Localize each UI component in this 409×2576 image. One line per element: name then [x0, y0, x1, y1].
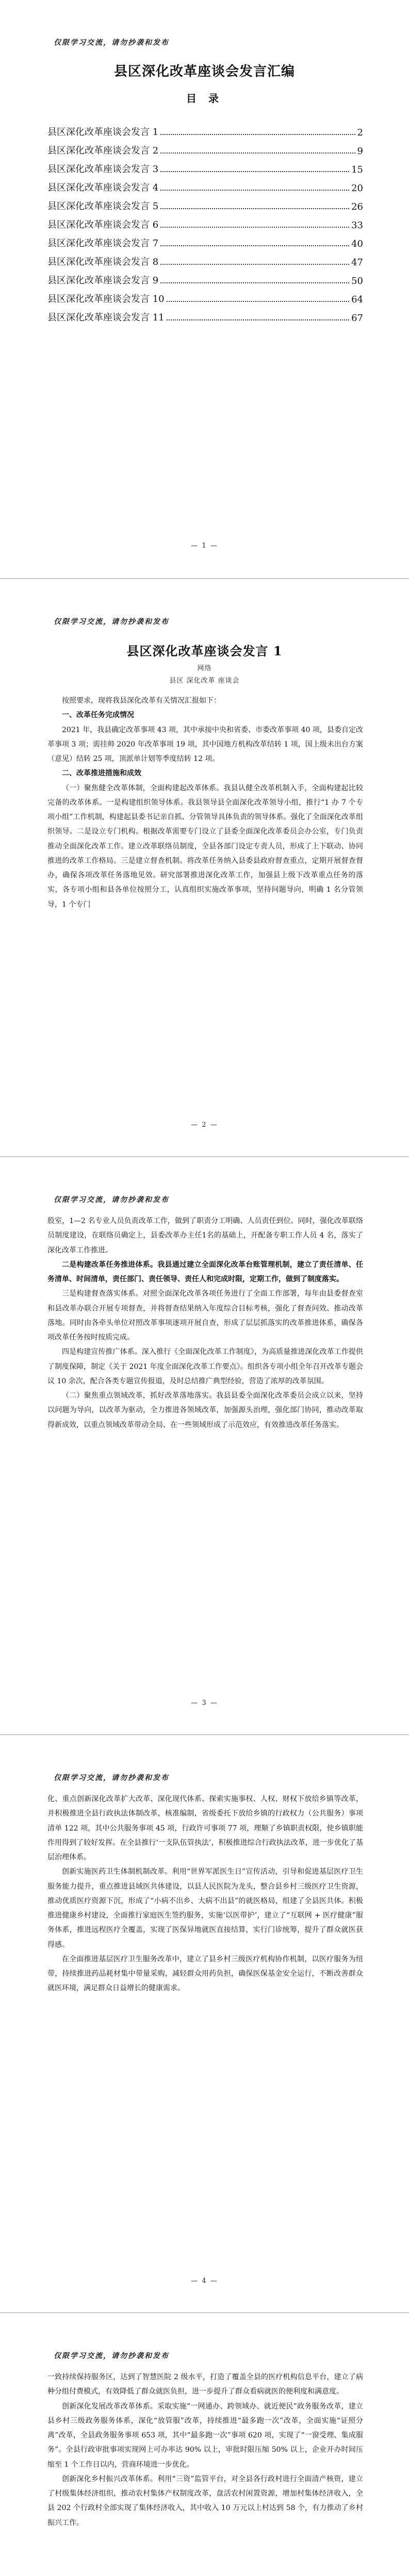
- toc-entry-label: 县区深化改革座谈会发言 1: [47, 127, 159, 138]
- toc-entry[interactable]: [47, 194, 363, 212]
- watermark: 仅限学习交流，请勿抄袭和发布: [54, 1196, 169, 1204]
- body-text: [47, 1792, 363, 1996]
- toc-leader-dots: [160, 190, 349, 191]
- document-page-5: [0, 2312, 409, 2576]
- toc-entry-label: 县区深化改革座谈会发言 9: [47, 275, 159, 286]
- toc-entry-label: 县区深化改革座谈会发言 11: [47, 312, 165, 323]
- paragraph: 三是构建督查落实体系。对照全面深化改革各项任务进行了全面工作部署，每年由县委督查室和县改革办联合开展专项督查，并将督查结果纳入年度综合目标考核，强化了督查问效、推动改革落地。同时由各牵头单位对照改革事项逐项开展自查，形成了层层抓落实的改革推进体系，确保各项改革任务按时按质完成。: [47, 1290, 363, 1342]
- toc-entry[interactable]: [47, 249, 363, 268]
- toc-entry[interactable]: [47, 231, 363, 249]
- toc-leader-dots: [167, 301, 349, 302]
- toc-entry-label: 县区深化改革座谈会发言 2: [47, 145, 159, 156]
- body-text: [47, 1214, 363, 1432]
- document-title: 县区深化改革座谈会发言汇编: [113, 64, 295, 79]
- paragraph: 按照要求，现将我县深化改革有关情况汇报如下：: [62, 697, 221, 705]
- paragraph: 二是构建改革任务推进体系。我县通过建立全面深化改革台账管理机制，建立了责任清单、任务清单、时间清单，责任部门、责任领导、责任人和完成时限，定期工作，做到了制度落实。: [47, 1260, 363, 1284]
- toc-entry-label: 县区深化改革座谈会发言 7: [47, 238, 159, 249]
- document-page-3: [0, 1156, 409, 1734]
- toc-entry-label: 县区深化改革座谈会发言 8: [47, 257, 159, 267]
- toc-entry-page: 50: [351, 276, 363, 286]
- toc-entry-page: 40: [351, 239, 363, 249]
- paragraph: 创新实施医药卫生体制机制改革。利用“世界军派医生日”宣传活动，引导和促进基层医疗卫生服务能力提升，重点推进县域医共体建设，以县人民医院为龙头，整合县乡村三级医疗卫生资源，推动优质医疗资源下沉，形成了“小病不出乡、大病不出县”的就医格局，组建了全县医共体。积极推进健康乡村建设，全面推行家庭医生签约服务，实施‘以医带护’，建立了“互联网 + 医疗健康”服务体系，推进远程医疗全覆盖，实现了医保异地就医直接结算，实行门诊统筹，提升了群众就医获得感。: [47, 1868, 363, 1949]
- speech-title: 县区深化改革座谈会发言 1: [126, 643, 283, 658]
- paragraph: 股室，1—2 名专业人员负责改革工作，做到了职责分工明确、人员责任到位。同时，强化改革联络员制度建设，在联络员确定上，县委改革办主任1名的基础上，开配备专职工作人员 4 名，落实了深化改革工作推进。: [47, 1217, 363, 1255]
- toc-entry-label: 县区深化改革座谈会发言 6: [47, 219, 159, 230]
- toc-entry-label: 县区深化改革座谈会发言 3: [47, 164, 159, 175]
- page-number: — 2 —: [191, 1121, 218, 1129]
- paragraph: （二）聚焦重点领域改革，抓好改革落地落实。我县县委全面深化改革委员会成立以来，坚持以问题为导向，以改革为驱动，全力推进各领域改革，加强源头治理，强化部门协同，推动改革取得新成效，以重点领域改革带动全局、在一些领域形成了示范效应，有效推进改革任务落实。: [47, 1392, 363, 1429]
- toc-heading: 目 录: [186, 92, 223, 105]
- toc-leader-dots: [160, 282, 349, 283]
- toc-entry[interactable]: [47, 157, 363, 175]
- paragraph: （一）聚焦健全改革体制，全面构建起改革体系。我县认健全改革机制入手，全面构建起比较完备的改革体系。一是构建组织领导体系。我县领导县全面深化改革领导小组，推行“1 办 7 个专项小组”工作机制，构建起县委书记亲自抓、分管领导具体负责的领导体系。强化了全面深化改革组织领导。二是设立专门机构。根据改革需要专门设立了县委全面深化改革委员会办公室，专门负责推动全面深化改革工作。建立改革联络员制度，全县各部门设定专责人员，形成了上下联动、协同推进的改革工作格局。三是建立督查机制。将改革任务纳入县委县政府督查重点，定期开展督查督办，确保各项改革任务落地见效。研究部署推进深化改革工作，加强县上级下改革重点任务的落实，各专项小组和县各单位按照分工，认真组织实施改革事项，坚持问题导向，明确 1 名分管领导，1 个专门: [47, 784, 363, 909]
- author-line: 县区 深化改革 座谈会: [169, 677, 240, 685]
- toc-leader-dots: [160, 208, 349, 209]
- toc-entry[interactable]: [47, 175, 363, 194]
- page-number: — 4 —: [191, 2277, 218, 2285]
- toc-entry-page: 2: [357, 127, 363, 138]
- toc-entry-page: 67: [351, 313, 363, 324]
- toc-entry[interactable]: [47, 138, 363, 157]
- toc-entry[interactable]: [47, 120, 363, 138]
- toc-entry-page: 15: [351, 164, 363, 175]
- toc-leader-dots: [167, 319, 349, 320]
- toc-leader-dots: [160, 171, 349, 172]
- section-heading: 二、改革推进措施和成效: [62, 769, 141, 778]
- toc-leader-dots: [160, 245, 349, 246]
- page-number: — 1 —: [191, 542, 218, 550]
- paragraph: 在全面推进基层医疗卫生服务改革中，建立了县乡村三级医疗机构协作机制，以医疗服务为纽带，持续推进药品耗材集中带量采购，减轻群众用药负担，确保医保基金安全运行，不断改善群众就医环境，满足群众日益增长的健康需求。: [47, 1955, 363, 1993]
- watermark: 仅限学习交流，请勿抄袭和发布: [54, 1774, 169, 1782]
- toc-entry[interactable]: [47, 268, 363, 286]
- toc-entry-page: 47: [351, 257, 363, 268]
- toc-leader-dots: [160, 227, 349, 228]
- paragraph: 化、重点创新深化改革扩大改革、深化现代体系、探索实施事权、人权、财权下放给乡镇等改革，并积极推进全县行政执法体制改革，核准编制，省级委托下放给乡镇的行政权力（公共服务）事项清单 122 项，其中公共服务事项 45 项，行政许可事项 77 项，理顺了乡镇职责权限，使乡镇职能作用得到了较好发挥。在全县推行‘一支队伍管执法’，积极推进综合行政执法改革，进一步优化了基层治理体系。: [47, 1795, 363, 1862]
- toc-leader-dots: [160, 264, 349, 265]
- toc-entry-page: 33: [351, 220, 363, 231]
- table-of-contents: [47, 120, 363, 324]
- paragraph: 2021 年，我县确定改革事项 43 项，其中承接中央和省委、市委改革事项 40 项，县委自定改革事项 3 项；需挂帅 2020 年改革事项 19 项，其中国地方机构改革结转 1 项，国上级未出台方案（意见）结转 25 项，顶派单计划等季度结转 12 项。: [47, 725, 363, 764]
- paragraph: 创新深化乡村振兴改革体系。利用“三资”监管平台，对全县各行政村进行全面清产核资，建立了村级集体经济组织，推动农村集体产权制度改革，盘活农村闲置资源，增加村集体经济收入，全县 202 个行政村全部实现了集体经济收入，其中收入 10 万元以上村达到 58 个，有力推动了乡村振兴工作。: [47, 2475, 363, 2527]
- toc-entry-page: 9: [357, 146, 363, 157]
- document-page-4: [0, 1734, 409, 2312]
- document-page-2: [0, 578, 409, 1156]
- paragraph: 四是构建宣传推广体系。深入推行《全面深化改革工作制度》，为高质量推进深化改革工作提供了制度保障，制定《关于 2021 年度全面深化改革工作要点》。组织各专项小组全年召开改革专题会议 10 余次，配合各类专题宣传报道，及时总结推广典型经验，营造了浓厚的改革氛围。: [47, 1348, 363, 1385]
- body-text: [47, 693, 363, 912]
- section-heading: 一、改革任务完成情况: [62, 711, 134, 720]
- toc-leader-dots: [160, 152, 355, 154]
- toc-entry[interactable]: [47, 305, 363, 324]
- source-line: 网络: [197, 665, 212, 672]
- page-number: — 3 —: [191, 1699, 218, 1707]
- paragraph: 创新深化发展改革改革体系。采取实施“一网通办、跨领域办、就近便民”政务服务改革，建立县乡村三级政务服务体系，深化“放管服”改革，持续推进“最多跑一次”改革，全面实施“证照分离”改革，全县政务服务事项 653 项，其中“最多跑一次”事项 620 项，实现了“一窗受理、集成服务”。全县行政审批事项实现网上可办率达 90% 以上，审批时限压缩 50% 以上，企业开办时间压缩至 1 个工作日以内，营商环境进一步优化。: [47, 2402, 363, 2469]
- toc-entry-label: 县区深化改革座谈会发言 5: [47, 201, 159, 212]
- toc-entry-label: 县区深化改革座谈会发言 4: [47, 182, 159, 193]
- toc-entry[interactable]: [47, 212, 363, 231]
- toc-entry-page: 64: [351, 294, 363, 305]
- toc-entry-label: 县区深化改革座谈会发言 10: [47, 294, 165, 304]
- toc-entry-page: 20: [351, 183, 363, 194]
- toc-entry-page: 26: [351, 201, 363, 212]
- body-text: [47, 2370, 363, 2530]
- toc-entry[interactable]: [47, 286, 363, 305]
- toc-leader-dots: [160, 134, 355, 135]
- watermark: 仅限学习交流，请勿抄袭和发布: [54, 618, 169, 626]
- watermark: 仅限学习交流，请勿抄袭和发布: [54, 2352, 169, 2360]
- watermark: 仅限学习交流，请勿抄袭和发布: [54, 39, 169, 47]
- document-page-1: [0, 0, 409, 578]
- paragraph: 一致持续保持服务区，达到了智慧医院 2 级水平，打造了覆盖全县的医疗机构信息平台，建立了病种分组付费模式，有效降低了群众就医负担，进一步提升了群众看病就医的便利度和满意度。: [47, 2373, 363, 2396]
